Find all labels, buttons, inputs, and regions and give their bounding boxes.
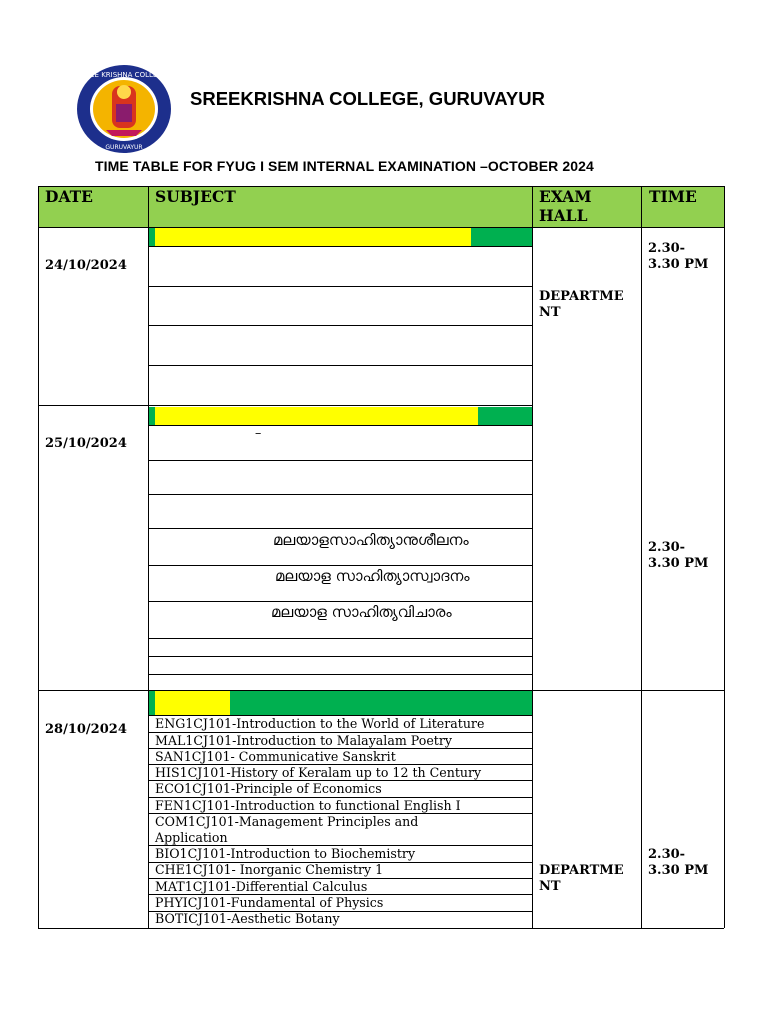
row-time: 2.30- 3.30 PM (648, 241, 709, 272)
row-hall: DEPARTME NT (539, 863, 624, 894)
subject-malayalam: മലയാളസാഹിത്യാനുശീലനം (273, 531, 469, 549)
subject-item: SAN1CJ101- Communicative Sanskrit (155, 749, 396, 764)
subject-item: MAT1CJ101-Differential Calculus (155, 879, 368, 894)
college-name: SREEKRISHNA COLLEGE, GURUVAYUR (190, 88, 545, 109)
page-title: TIME TABLE FOR FYUG I SEM INTERNAL EXAMINATION –OCTOBER 2024 (95, 158, 594, 174)
header-subject: SUBJECT (155, 187, 236, 206)
subject-item: CHE1CJ101- Inorganic Chemistry 1 (155, 862, 384, 877)
row-date: 24/10/2024 (45, 258, 127, 273)
subject-malayalam: മലയാള സാഹിത്യാസ്വാദനം (275, 567, 470, 585)
subject-item: FEN1CJ101-Introduction to functional English I (155, 798, 461, 813)
header-exam-hall: EXAM HALL (539, 187, 592, 225)
band-row2-yellow (155, 407, 478, 425)
row-date: 28/10/2024 (45, 722, 127, 737)
subject-malayalam: മലയാള സാഹിത്യവിചാരം (271, 603, 452, 621)
subject-item: MAL1CJ101-Introduction to Malayalam Poetry (155, 733, 452, 748)
subject-item: BIO1CJ101-Introduction to Biochemistry (155, 846, 416, 861)
header-date: DATE (45, 187, 93, 206)
row-date: 25/10/2024 (45, 436, 127, 451)
band-row3-yellow (155, 691, 230, 715)
row-time: 2.30- 3.30 PM (648, 540, 709, 571)
header-row (38, 186, 724, 227)
subject-item: COM1CJ101-Management Principles and Application (155, 814, 419, 845)
svg-text:SREE KRISHNA COLLEGE: SREE KRISHNA COLLEGE (80, 71, 168, 79)
subject-item: ENG1CJ101-Introduction to the World of Literature (155, 716, 485, 731)
subject-item: ECO1CJ101-Principle of Economics (155, 781, 382, 796)
row-time: 2.30- 3.30 PM (648, 847, 709, 878)
header-time: TIME (649, 187, 697, 206)
svg-text:GURUVAYUR: GURUVAYUR (105, 144, 143, 151)
band-row1-yellow (155, 228, 471, 246)
subject-item: HIS1CJ101-History of Keralam up to 12 th Century (155, 765, 482, 780)
subject-item: PHYICJ101-Fundamental of Physics (155, 895, 384, 910)
row-hall: DEPARTME NT (539, 289, 624, 320)
subject-item: BOTICJ101-Aesthetic Botany (155, 911, 340, 926)
college-logo (76, 64, 172, 154)
subject-dash: – (255, 425, 262, 440)
